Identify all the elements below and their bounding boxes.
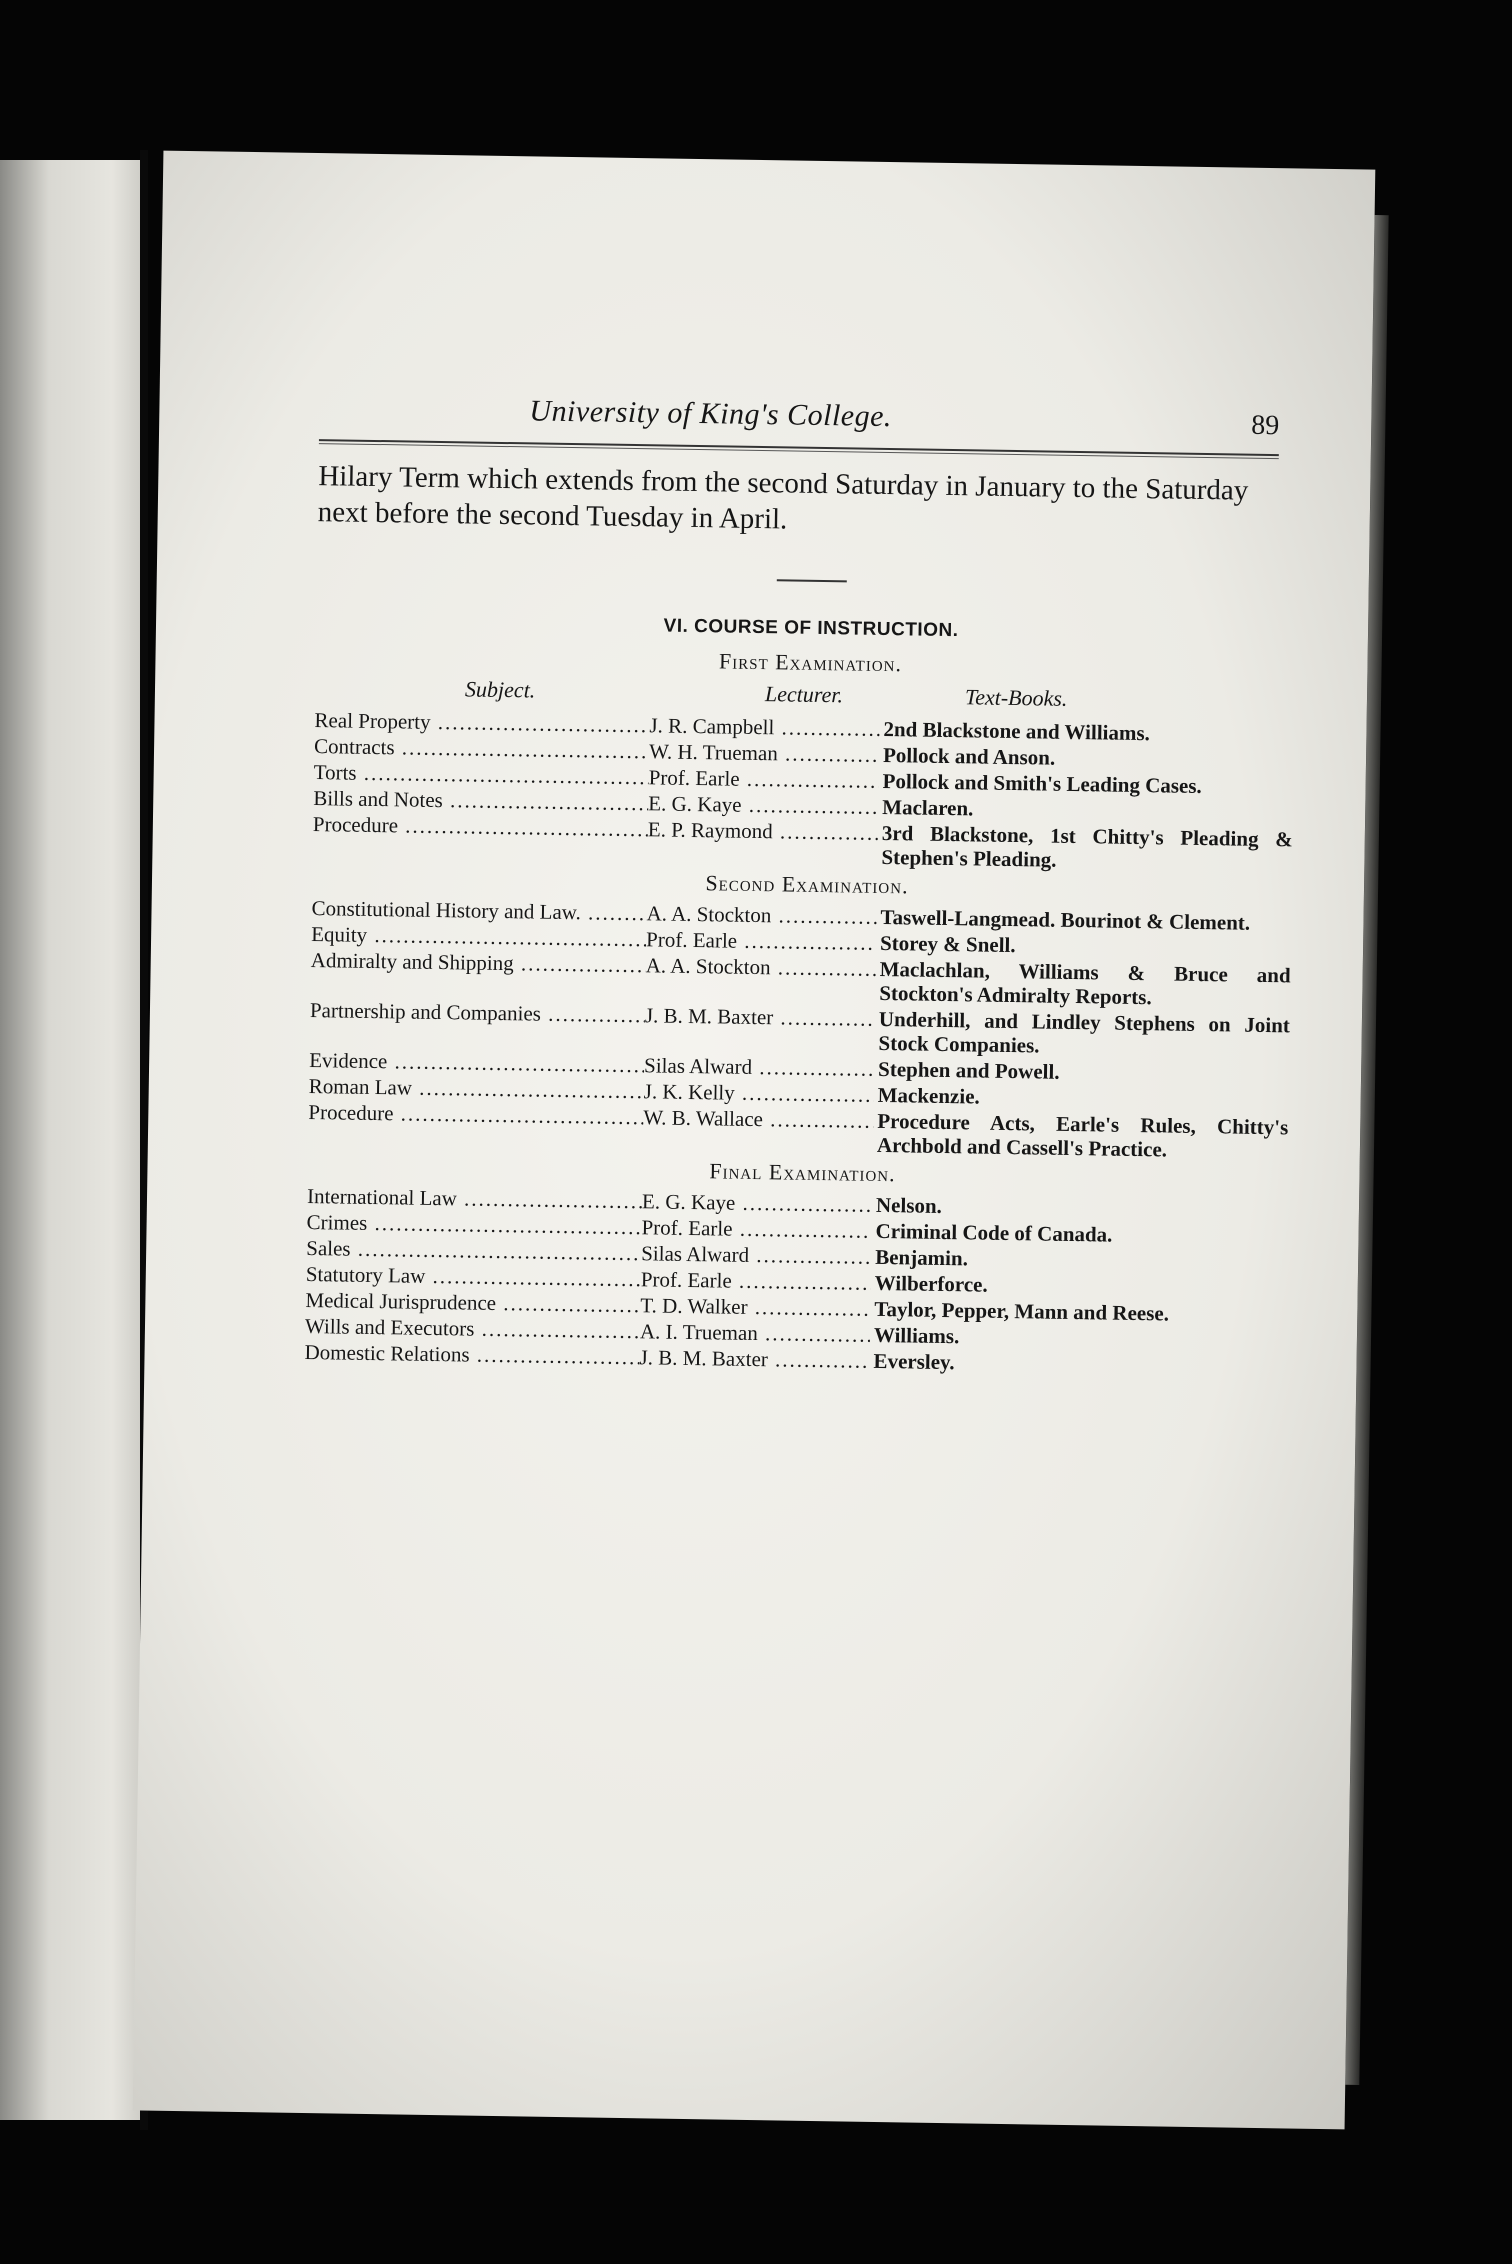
leader-dots: [394, 735, 649, 763]
leader-dots: [735, 1081, 874, 1107]
course-lecturer: Prof. Earle: [641, 1215, 733, 1241]
course-text-books: Stephen and Powell.: [877, 1056, 1060, 1084]
leader-dots: [749, 1243, 871, 1269]
course-text-books: Nelson.: [875, 1192, 943, 1218]
course-lecturer: T. D. Walker: [640, 1293, 748, 1319]
course-subject: Procedure: [308, 1099, 394, 1126]
leader-dots: [732, 1269, 871, 1295]
running-title: University of King's College.: [529, 394, 893, 434]
course-subject: Statutory Law: [305, 1261, 426, 1288]
leader-dots: [771, 903, 877, 929]
course-subject: Procedure: [312, 812, 399, 838]
course-lecturer: A. A. Stockton: [645, 953, 771, 980]
course-lecturer: J. B. M. Baxter: [644, 1003, 774, 1030]
course-subject: Torts: [313, 760, 357, 785]
course-subject: Sales: [306, 1235, 351, 1261]
course-subject: International Law: [306, 1183, 458, 1211]
leader-dots: [763, 1107, 874, 1136]
course-subject: Bills and Notes: [313, 786, 443, 813]
leader-dots: [457, 1186, 642, 1213]
course-text-books: Eversley.: [873, 1348, 955, 1375]
exam-title: Second Examination.: [705, 870, 909, 899]
course-text-books: Criminal Code of Canada.: [875, 1218, 1113, 1247]
leader-dots: [367, 923, 646, 951]
exam-title: First Examination.: [718, 648, 903, 677]
course-subject: Real Property: [314, 708, 431, 734]
course-lecturer: J. K. Kelly: [643, 1079, 735, 1105]
leader-dots: [778, 741, 880, 767]
section-title: VI. COURSE OF INSTRUCTION.: [663, 615, 959, 642]
course-text-books: Maclachlan, Williams & Bruce and Stockton's Admiralty Reports.: [879, 956, 1291, 1010]
leader-dots: [430, 710, 649, 737]
course-lecturer: E. G. Kaye: [641, 1189, 736, 1215]
course-text-books: Pollock and Anson.: [882, 742, 1056, 770]
course-lecturer: E. P. Raymond: [647, 817, 773, 844]
course-text-books: Underhill, and Lindley Stephens on Joint Stock Companies.: [878, 1006, 1291, 1058]
course-text-books: Pollock and Smith's Leading Cases.: [882, 768, 1202, 798]
course-subject: Roman Law: [308, 1074, 413, 1100]
intro-paragraph: Hilary Term which extends from the second Saturday in January to the Saturday next before the second Tuesday in April.: [317, 460, 1249, 536]
leader-dots: [541, 1002, 645, 1031]
course-subject: Contracts: [313, 734, 395, 760]
exam-title: Final Examination.: [709, 1158, 896, 1187]
leader-dots: [739, 767, 878, 793]
leader-dots: [393, 1101, 643, 1130]
course-text-books: 2nd Blackstone and Williams.: [883, 716, 1151, 746]
course-text-books: Wilberforce.: [874, 1270, 988, 1297]
course-text-books: Storey & Snell.: [879, 930, 1016, 958]
course-text-books: Taswell-Langmead. Bourinot & Clement.: [880, 904, 1251, 935]
page-content: [304, 383, 1309, 1379]
leader-dots: [412, 1076, 644, 1104]
leader-dots: [425, 1264, 641, 1291]
lecturer-column-header: Lecturer.: [764, 681, 844, 708]
leader-dots: [496, 1291, 641, 1317]
leader-dots: [770, 955, 876, 984]
course-lecturer: W. B. Wallace: [643, 1105, 764, 1132]
page-number: 89: [1251, 409, 1280, 442]
leader-dots: [514, 951, 646, 980]
course-lecturer: Prof. Earle: [648, 765, 740, 791]
course-lecturer: Silas Alward: [643, 1053, 753, 1079]
text-books-column-header: Text-Books.: [964, 684, 1068, 711]
course-subject: Domestic Relations: [304, 1339, 470, 1367]
course-subject: Wills and Executors: [304, 1313, 475, 1341]
leader-dots: [747, 1295, 870, 1321]
course-lecturer: Prof. Earle: [640, 1267, 732, 1293]
course-subject: Evidence: [309, 1048, 388, 1074]
section-divider: [777, 579, 847, 582]
course-text-books: Benjamin.: [874, 1244, 969, 1271]
leader-dots: [735, 1191, 872, 1217]
course-text-books: 3rd Blackstone, 1st Chitty's Pleading & Stephen's Pleading.: [881, 820, 1293, 872]
leader-dots: [732, 1217, 871, 1243]
course-lecturer: J. B. M. Baxter: [639, 1345, 769, 1372]
course-subject: Medical Jurisprudence: [305, 1287, 497, 1315]
course-subject: Crimes: [306, 1209, 368, 1235]
leader-dots: [356, 761, 648, 790]
leader-dots: [773, 819, 879, 848]
course-subject: Partnership and Companies: [309, 998, 542, 1026]
course-subject: Admiralty and Shipping: [310, 948, 514, 976]
leader-dots: [581, 900, 647, 925]
leader-dots: [774, 715, 880, 741]
course-lecturer: W. H. Trueman: [648, 739, 779, 766]
leader-dots: [773, 1005, 875, 1034]
leader-dots: [469, 1343, 639, 1370]
leader-dots: [350, 1237, 641, 1266]
subject-column-header: Subject.: [464, 676, 536, 703]
leader-dots: [387, 1049, 644, 1077]
left-page-edge: [0, 160, 140, 2120]
course-lecturer: Prof. Earle: [645, 927, 738, 953]
document-page: [133, 151, 1376, 2130]
course-text-books: Maclaren.: [882, 794, 974, 821]
course-text-books: Mackenzie.: [877, 1082, 980, 1109]
examinations-list: [304, 642, 1305, 1379]
course-lecturer: J. R. Campbell: [649, 713, 775, 740]
leader-dots: [741, 793, 878, 819]
course-lecturer: Silas Alward: [641, 1241, 750, 1267]
leader-dots: [768, 1347, 870, 1373]
leader-dots: [367, 1211, 642, 1239]
leader-dots: [443, 788, 649, 815]
course-lecturer: A. A. Stockton: [646, 901, 772, 928]
leader-dots: [398, 813, 648, 842]
course-lecturer: E. G. Kaye: [648, 791, 742, 817]
leader-dots: [752, 1055, 874, 1081]
course-text-books: Williams.: [873, 1322, 960, 1349]
leader-dots: [737, 929, 876, 955]
course-lecturer: A. I. Trueman: [639, 1319, 758, 1346]
course-text-books: Taylor, Pepper, Mann and Reese.: [874, 1296, 1170, 1326]
leader-dots: [474, 1317, 640, 1344]
course-text-books: Procedure Acts, Earle's Rules, Chitty's Archbold and Cassell's Practice.: [876, 1108, 1289, 1162]
leader-dots: [758, 1321, 871, 1347]
course-subject: Equity: [310, 922, 368, 947]
course-subject: Constitutional History and Law.: [311, 896, 582, 925]
